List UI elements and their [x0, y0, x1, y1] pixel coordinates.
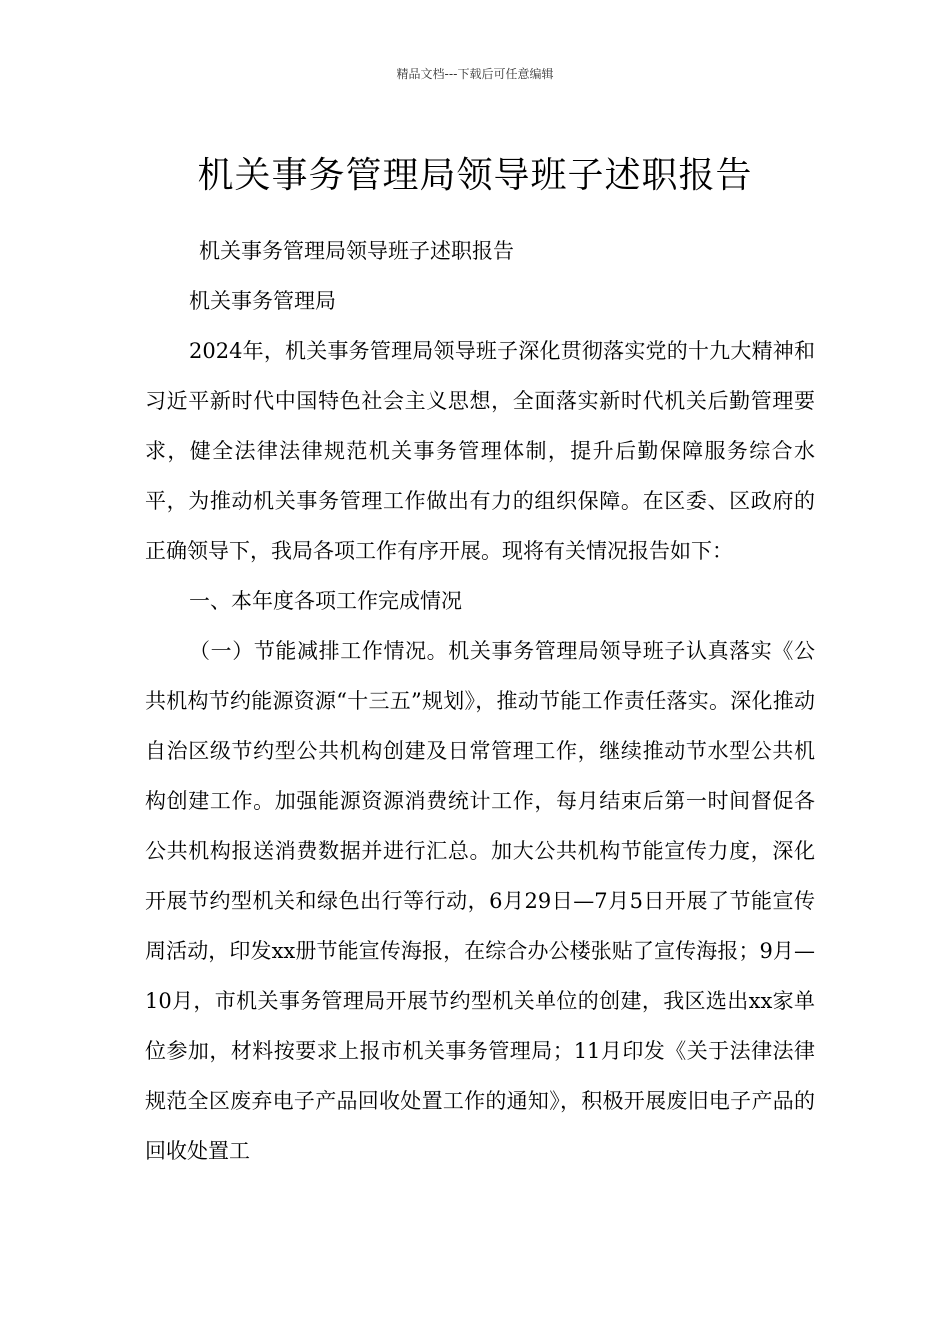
document-title: 机关事务管理局领导班子述职报告	[197, 155, 753, 197]
header-note: 精品文档---下载后可任意编辑	[396, 67, 554, 81]
paragraph-subtitle: 机关事务管理局领导班子述职报告	[199, 239, 514, 263]
document-body	[145, 226, 815, 1176]
paragraph-energy-saving: （一）节能减排工作情况。机关事务管理局领导班子认真落实《公共机构节约能源资源“十三五”规划》，推动节能工作责任落实。深化推动自治区级节约型公共机构创建及日常管理工作，继续推动节水型公共机构创建工作。加强能源资源消费统计工作，每月结束后第一时间督促各公共机构报送消费数据并进行汇总。加大公共机构节能宣传力度，深化开展节约型机关和绿色出行等行动，6月29日—7月5日开展了节能宣传周活动，印发xx册节能宣传海报，在综合办公楼张贴了宣传海报；9月—10月，市机关事务管理局开展节约型机关单位的创建，我区选出xx家单位参加，材料按要求上报市机关事务管理局；11月印发《关于法律法律规范全区废弃电子产品回收处置工作的通知》，积极开展废旧电子产品的回收处置工	[145, 639, 815, 1163]
section-heading: 一、本年度各项工作完成情况	[189, 589, 462, 613]
paragraph-intro: 2024年，机关事务管理局领导班子深化贯彻落实党的十九大精神和习近平新时代中国特色社会主义思想，全面落实新时代机关后勤管理要求，健全法律法律规范机关事务管理体制，提升后勤保障服务综合水平，为推动机关事务管理工作做出有力的组织保障。在区委、区政府的正确领导下，我局各项工作有序开展。现将有关情况报告如下：	[145, 339, 815, 563]
paragraph-organization: 机关事务管理局	[189, 289, 336, 313]
